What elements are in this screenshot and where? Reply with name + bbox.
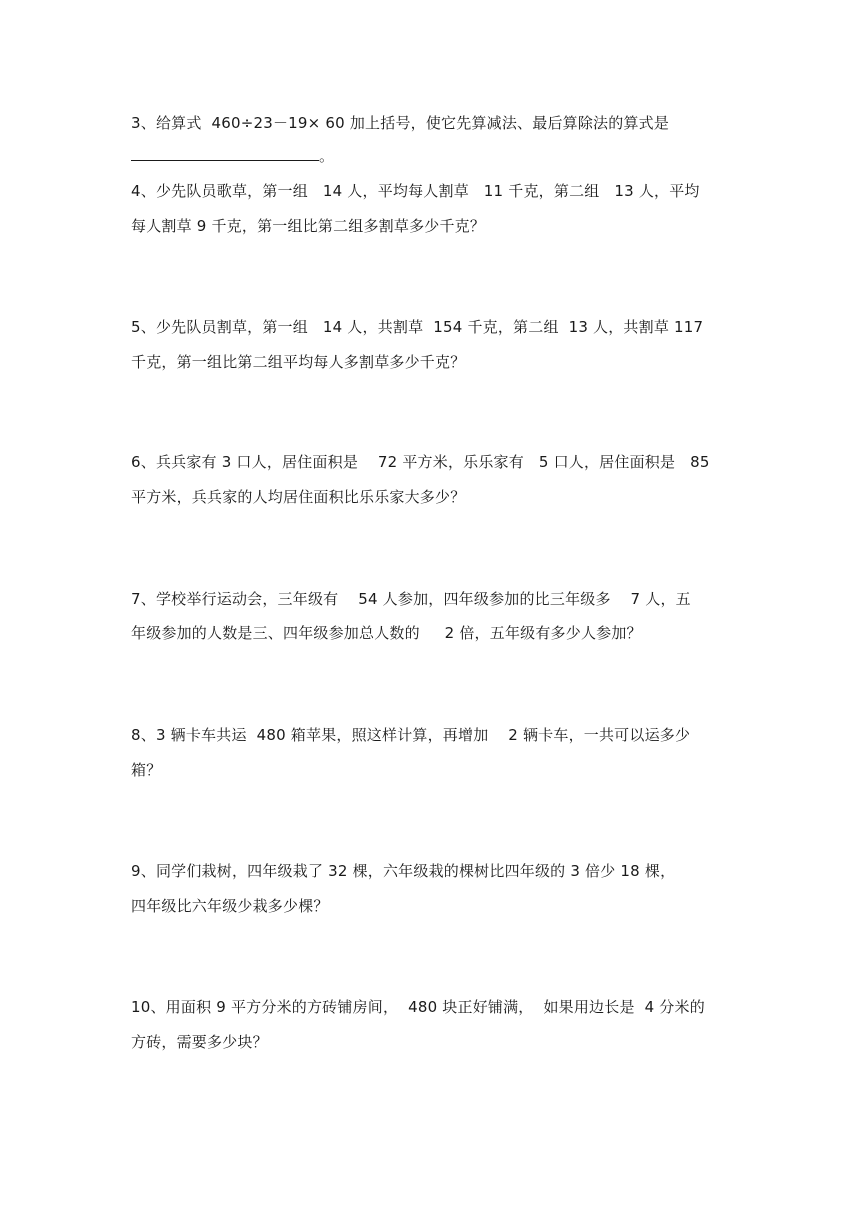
problem-8-line-2: 箱？ bbox=[131, 761, 162, 779]
problem-8-line-1: 8、3 辆卡车共运 480 箱苹果，照这样计算，再增加 2 辆卡车，一共可以运多少 bbox=[131, 726, 691, 744]
problem-6-line-1: 6、兵兵家有 3 口人，居住面积是 72 平方米，乐乐家有 5 口人，居住面积是 85 bbox=[131, 453, 710, 471]
problem-3-answer-line bbox=[131, 146, 334, 166]
problem-7-line-1: 7、学校举行运动会，三年级有 54 人参加，四年级参加的比三年级多 7 人，五 bbox=[131, 590, 691, 608]
problem-9-line-1: 9、同学们栽树，四年级栽了 32 棵，六年级栽的棵树比四年级的 3 倍少 18 棵， bbox=[131, 862, 676, 880]
problem-10-line-2: 方砖，需要多少块？ bbox=[131, 1033, 268, 1051]
problem-4-line-2: 每人割草 9 千克，第一组比第二组多割草多少千克？ bbox=[131, 217, 486, 235]
problem-10-line-1: 10、用面积 9 平方分米的方砖铺房间， 480 块正好铺满， 如果用边长是 4 分米的 bbox=[131, 998, 705, 1016]
answer-blank bbox=[131, 146, 319, 161]
problem-9-line-2: 四年级比六年级少栽多少棵？ bbox=[131, 897, 329, 915]
problem-5-line-2: 千克，第一组比第二组平均每人多割草多少千克？ bbox=[131, 353, 466, 371]
problem-7-line-2: 年级参加的人数是三、四年级参加总人数的 2 倍，五年级有多少人参加？ bbox=[131, 624, 642, 642]
answer-suffix: 。 bbox=[319, 147, 335, 165]
problem-4-line-1: 4、少先队员歌草，第一组 14 人，平均每人割草 11 千克，第二组 13 人，平均 bbox=[131, 182, 700, 200]
problem-3-line-1: 3、给算式 460÷23－19× 60 加上括号，使它先算减法、最后算除法的算式是 bbox=[131, 114, 670, 132]
problem-5-line-1: 5、少先队员割草，第一组 14 人，共割草 154 千克，第二组 13 人，共割草 117 bbox=[131, 318, 704, 336]
problem-6-line-2: 平方米，兵兵家的人均居住面积比乐乐家大多少？ bbox=[131, 488, 466, 506]
